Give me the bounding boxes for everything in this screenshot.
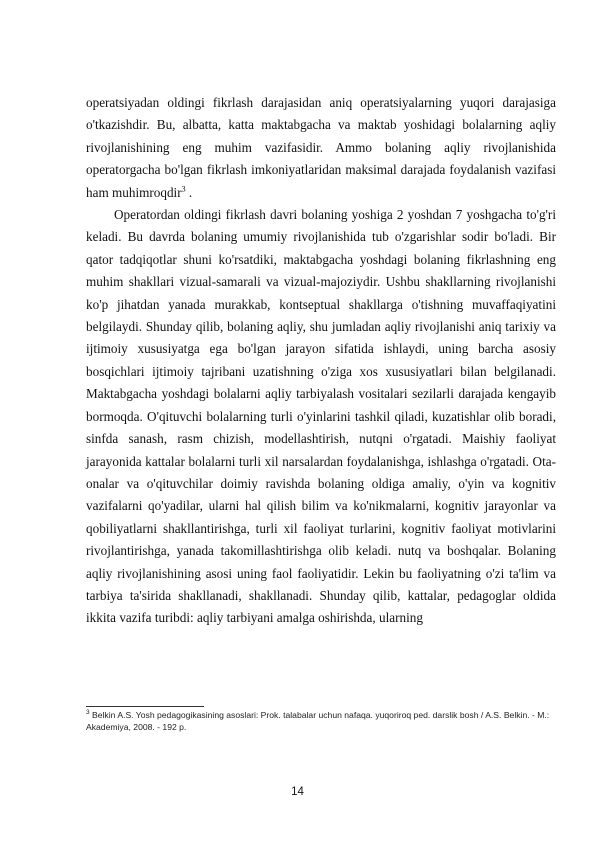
page-number: 14 — [291, 786, 304, 798]
paragraph-1-tail: . — [185, 184, 193, 200]
footnote-number: 3 — [86, 709, 90, 717]
paragraph-2-text: Operatordan oldingi fikrlash davri bolaning yoshiga 2 yoshdan 7 yoshgacha to'g'ri keladi. Bu davrda bolaning umumiy rivojlanishida tub o'zgarishlar sodir bo'ladi. Bir qator tadqiqotlar shuni ko'rsatdiki, maktabgacha yoshdagi bolaning fikrlashning eng muhim shakllari vizual-samarali va vizual-majoziydir. Ushbu shakllarning rivojlanishi ko'p jihatdan yanada murakkab, kontseptual shakllarga o'tishning muvaffaqiyatini belgilaydi. Shunday qilib, bolaning aqliy, shu jumladan aqliy rivojlanishi aniq tarixiy va ijtimoiy xususiyatga ega bo'lgan jarayon sifatida ishlaydi, uning barcha asosiy bosqichlari ijtimoiy tajribani uzatishning o'ziga xos xususiyatlari bilan belgilanadi. Maktabgacha yoshdagi bolalarni aqliy tarbiyalash vositalari sezilarli darajada kengayib bormoqda. O'qituvchi bolalarning turli o'yinlarini tashkil qiladi, kuzatishlar olib boradi, sinfda sanash, rasm chizish, modellashtirish, nutqni o'rgatadi. Maishiy faoliyat jarayonida kattalar bolalarni turli xil narsalardan foydalanishga, ishlashga o'rgatadi. Ota-onalar va o'qituvchilar doimiy ravishda bolaning oldiga amaliy, o'yin va kognitiv vazifalarni qo'yadilar, ularni hal qilish bilim va ko'nikmalarni, kognitiv jarayonlar va qobiliyatlarni shakllantirishga, turli xil faoliyat turlarini, kognitiv faoliyat motivlarini rivojlantirishga, yanada takomillashtirishga olib keladi. nutq va boshqalar. Bolaning aqliy rivojlanishining asosi uning faol faoliyatidir. Lekin bu faoliyatning o'zi ta'lim va tarbiya ta'sirida shakllanadi, shakllanadi. Shunday qilib, kattalar, pedagoglar oldida ikkita vazifa turibdi: aqliy tarbiyani amalga oshirishda, ularning — [86, 207, 556, 626]
footnote-text: Belkin A.S. Yosh pedagogikasining asoslari: Prok. talabalar uchun nafaqa. yuqoriroq ped. darslik bosh / A.S. Belkin. - M.: Akademiya, 2008. - 192 p. — [86, 710, 550, 732]
paragraph-2 — [86, 204, 556, 630]
footnote-reference[interactable]: 3 — [181, 184, 186, 194]
paragraph-1 — [86, 92, 556, 204]
footnote — [86, 709, 556, 733]
paragraph-1-text: operatsiyadan oldingi fikrlash darajasidan aniq operatsiyalarning yuqori darajasiga o'tkazishdir. Bu, albatta, katta maktabgacha va maktab yoshidagi bolalarning aqliy rivojlanishining eng muhim vazifasidir. Ammo bolaning aqliy rivojlanishida operatorgacha bo'lgan fikrlash imkoniyatlaridan maksimal darajada foydalanish vazifasi ham muhimroqdir — [86, 95, 556, 200]
footnote-separator — [86, 706, 204, 707]
page-body — [86, 92, 556, 630]
